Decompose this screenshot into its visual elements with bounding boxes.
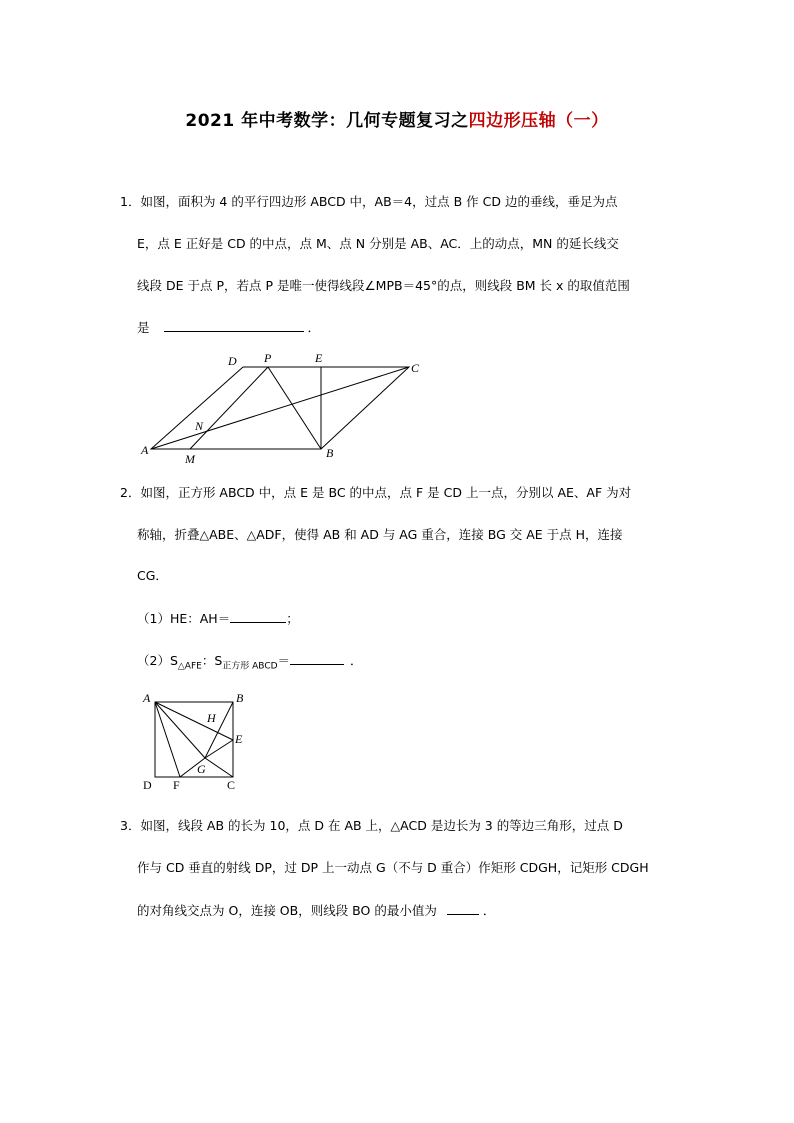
q1-label-m: M: [185, 452, 195, 466]
q2-fold-af: [155, 702, 180, 777]
q2-label-a: A: [143, 691, 151, 705]
q2-sub-2-c: ：S: [201, 653, 223, 668]
q2-segment-cg: [205, 758, 233, 777]
q1-label-n: N: [195, 419, 204, 433]
q1-line-4-text: 是: [137, 320, 150, 335]
title-highlight: 四边形压轴（一）: [468, 111, 609, 131]
q3-line-3-text: 的对角线交点为 O，连接 OB，则线段 BO 的最小值为: [137, 903, 437, 918]
q1-label-e: E: [315, 351, 323, 365]
q2-sub-2-blank: [290, 652, 344, 665]
q2-sub-1-blank: [230, 610, 286, 623]
q2-label-e: E: [235, 732, 243, 746]
q2-label-c: C: [227, 778, 236, 792]
q2-sub-2-e: ＝: [277, 653, 291, 668]
q3-line-3: [137, 902, 495, 919]
q1-label-b: B: [326, 446, 334, 460]
q2-fold-ae: [155, 702, 233, 740]
q1-diagonal-ac: [151, 367, 409, 449]
q2-sub-2-end: ．: [350, 653, 363, 668]
q1-label-p: P: [264, 351, 272, 365]
q2-label-g: G: [197, 762, 206, 776]
q2-line-1: 2．如图，正方形 ABCD 中，点 E 是 BC 的中点，点 F 是 CD 上一点，分别以 AE、AF 为对: [120, 485, 632, 500]
q1-segment-pb: [268, 367, 321, 449]
q1-line-3: 线段 DE 于点 P，若点 P 是唯一使得线段∠MPB＝45°的点，则线段 BM 长 x 的取值范围: [137, 278, 630, 293]
q2-line-2: 称轴，折叠△ABE、△ADF，使得 AB 和 AD 与 AG 重合，连接 BG 交 AE 于点 H，连接: [137, 527, 623, 542]
q2-label-h: H: [207, 711, 216, 725]
q2-sub-2-d: 正方形 ABCD: [222, 661, 278, 672]
q3-line-2: 作与 CD 垂直的射线 DP，过 DP 上一动点 G（不与 D 重合）作矩形 CDGH，记矩形 CDGH: [137, 860, 649, 875]
title-main: 2021 年中考数学：几何专题复习之: [185, 111, 469, 131]
q2-sub-1-end: ；: [286, 611, 299, 626]
q2-segment-ag: [155, 702, 205, 758]
q2-label-d: D: [143, 778, 152, 792]
q3-end: ．: [482, 903, 496, 918]
q2-sub-2: [137, 652, 363, 675]
q2-label-b: B: [236, 691, 244, 705]
q3-line-1: 3．如图，线段 AB 的长为 10，点 D 在 AB 上，△ACD 是边长为 3 的等边三角形，过点 D: [120, 818, 623, 833]
q2-sub-1-text: （1）HE：AH＝: [137, 611, 231, 626]
q3-answer-blank: [447, 902, 479, 915]
q1-label-d: D: [228, 354, 237, 368]
q2-label-f: F: [173, 778, 180, 792]
q2-sub-2-b: △AFE: [177, 661, 202, 672]
q1-end: ．: [307, 320, 320, 335]
q1-line-1: 1．如图，面积为 4 的平行四边形 ABCD 中，AB＝4，过点 B 作 CD 边的垂线，垂足为点: [120, 194, 618, 209]
q1-line-2: E，点 E 正好是 CD 的中点，点 M、点 N 分别是 AB、AC．上的动点，MN 的延长线交: [137, 236, 619, 251]
q2-sub-2-a: （2）S: [137, 653, 178, 668]
q2-sub-1: [137, 610, 299, 627]
q1-label-c: C: [411, 361, 420, 375]
q2-line-3: CG．: [137, 568, 168, 583]
q1-label-a: A: [141, 443, 149, 457]
